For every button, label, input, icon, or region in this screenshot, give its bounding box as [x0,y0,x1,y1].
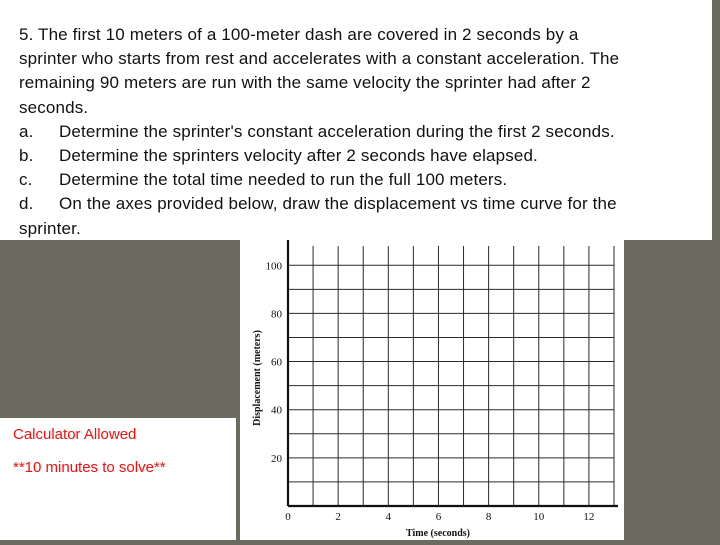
x-tick-label: 8 [485,511,492,523]
displacement-time-chart [240,240,624,540]
question-panel [0,0,712,240]
time-limit-note: **10 minutes to solve** [13,459,166,476]
x-tick-label: 2 [335,511,341,523]
y-tick-label: 100 [265,260,282,273]
question-last-line: sprinter. [19,218,81,238]
question-text [19,23,709,241]
y-tick-label: 60 [271,356,282,369]
y-tick-label: 20 [271,452,282,465]
chart-axes [288,240,618,506]
graph-card [240,240,624,540]
x-tick-label: 0 [285,511,291,523]
question-part-c [19,168,709,192]
x-tick-label: 10 [533,511,545,523]
question-line-4: seconds. [19,97,89,117]
part-a-label: a. [19,121,34,141]
part-c-label: c. [19,170,33,190]
question-part-a [19,120,709,144]
part-d-text: On the axes provided below, draw the displacement vs time curve for the [59,194,617,214]
part-b-text: Determine the sprinters velocity after 2 seconds have elapsed. [59,146,538,166]
y-axis-title: Displacement (meters) [252,330,263,426]
chart-grid [288,246,614,506]
x-axis-title: Time (seconds) [406,528,470,539]
part-d-label: d. [19,194,34,214]
part-a-text: Determine the sprinter's constant acceleration during the first 2 seconds. [59,121,615,141]
part-b-label: b. [19,146,34,166]
part-c-text: Determine the total time needed to run the full 100 meters. [59,170,508,190]
x-tick-label: 12 [583,511,595,523]
x-tick-label: 6 [435,511,442,523]
question-line-3: remaining 90 meters are run with the same velocity the sprinter had after 2 [19,73,591,93]
y-tick-label: 40 [271,404,282,417]
x-tick-label: 4 [385,511,392,523]
question-part-d [19,192,709,216]
y-tick-label: 80 [271,308,282,321]
question-part-b [19,144,709,168]
chart-tick-labels [266,260,595,523]
question-line-2: sprinter who starts from rest and accelerates with a constant acceleration. The [19,49,620,69]
calculator-note: Calculator Allowed [13,426,137,443]
question-line-1: 5. The first 10 meters of a 100-meter dash are covered in 2 seconds by a [19,25,579,44]
